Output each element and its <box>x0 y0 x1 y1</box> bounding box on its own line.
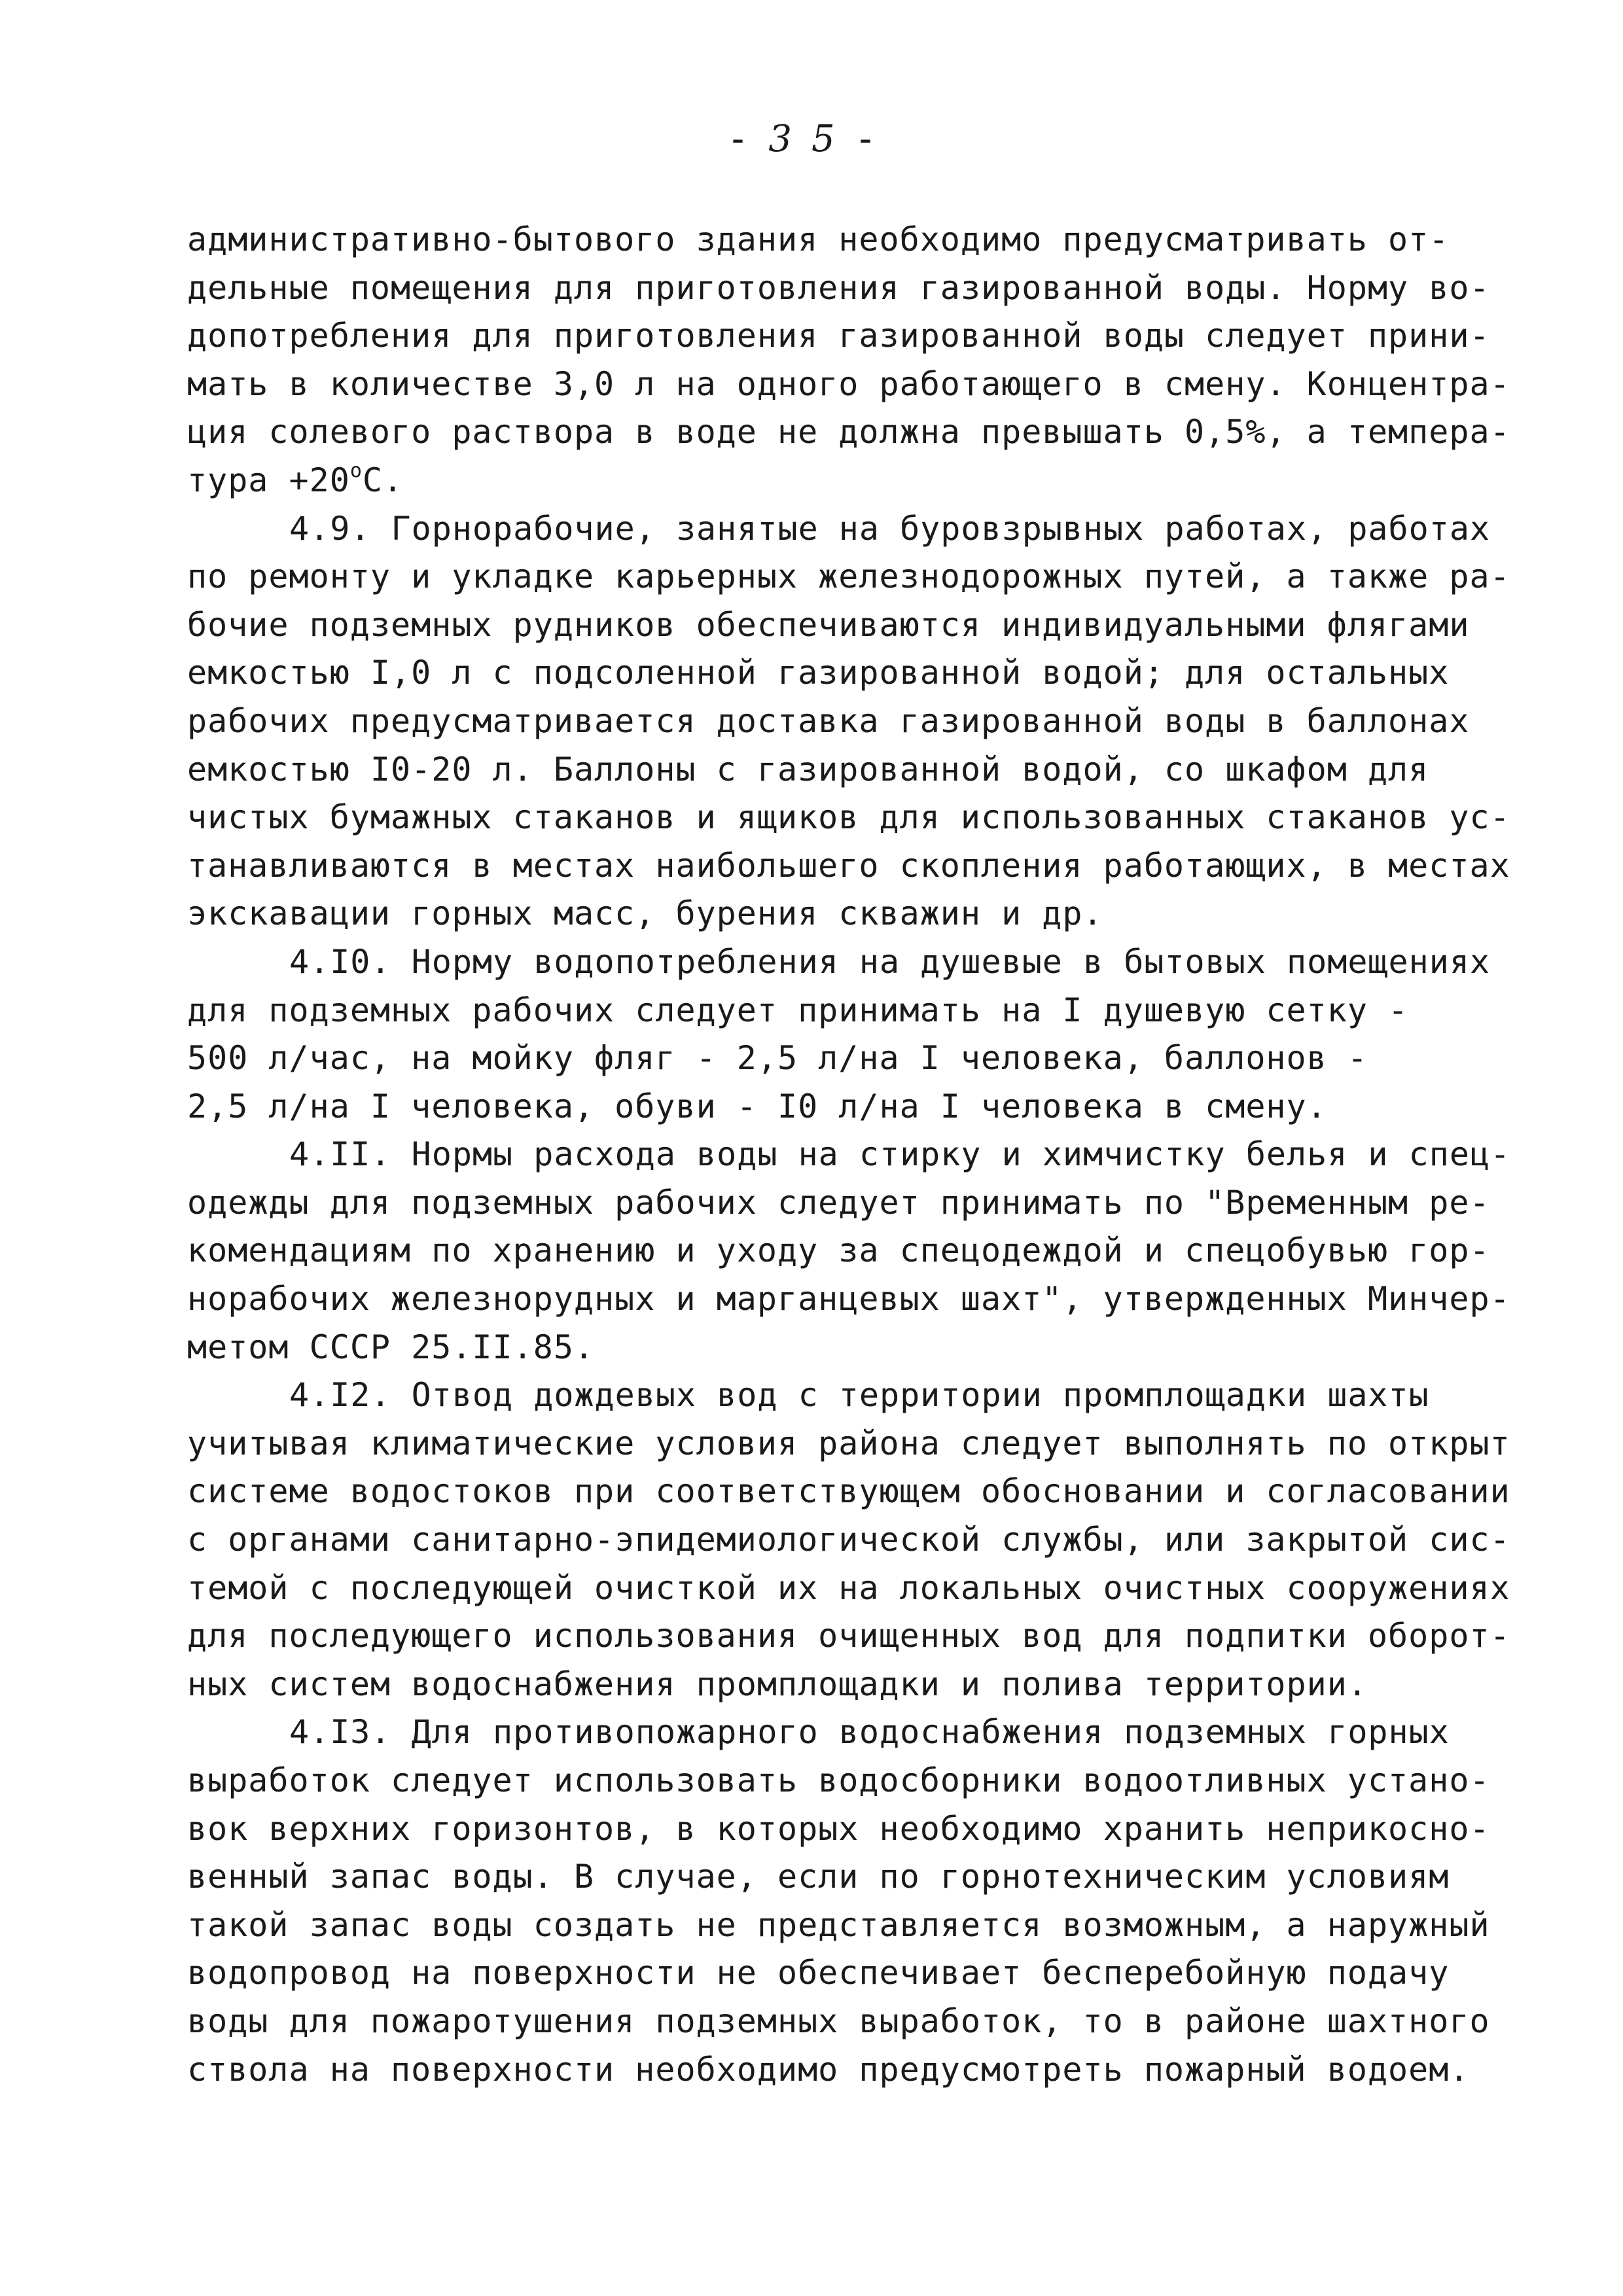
text-line: по ремонту и укладке карьерных железнодорожных путей, а также ра- <box>187 557 1510 596</box>
text-line: одежды для подземных рабочих следует принимать по "Временным ре- <box>187 1183 1490 1222</box>
text-line: 4.I0. Норму водопотребления на душевые в бытовых помещениях <box>289 942 1491 981</box>
text-line: емкостью I0-20 л. Баллоны с газированной водой, со шкафом для <box>187 750 1429 788</box>
text-line: мать в количестве 3,0 л на одного работающего в смену. Концентра- <box>187 364 1510 403</box>
text-line: темой с последующей очисткой их на локальных очистных сооружениях <box>187 1568 1510 1607</box>
text-line: метом СССР 25.II.85. <box>187 1328 595 1366</box>
body-text <box>187 216 1509 2094</box>
text-line: вок верхних горизонтов, в которых необходимо хранить неприкосно- <box>187 1809 1490 1848</box>
page-number-dash-right: - <box>854 118 897 160</box>
text-line: чистых бумажных стаканов и ящиков для использованных стаканов ус- <box>187 798 1510 837</box>
text-line: 500 л/час, на мойку фляг - 2,5 л/на I человека, баллонов - <box>187 1039 1368 1078</box>
page-number-value: 35 <box>768 118 855 160</box>
page-number-dash-left: - <box>726 118 769 160</box>
text-line: емкостью I,0 л с подсоленной газированной водой; для остальных <box>187 654 1450 692</box>
text-line: ствола на поверхности необходимо предусмотреть пожарный водоем. <box>187 2050 1470 2089</box>
degree-sign: o <box>349 459 363 482</box>
text-line: 4.9. Горнорабочие, занятые на буровзрывных работах, работах <box>289 509 1491 548</box>
text-line: бочие подземных рудников обеспечиваются индивидуальными флягами <box>187 605 1470 644</box>
text-line: экскавации горных масс, бурения скважин и др. <box>187 894 1103 933</box>
text-line: системе водостоков при соответствующем обосновании и согласовании <box>187 1472 1510 1511</box>
text-line: допотребления для приготовления газированной воды следует прини- <box>187 317 1490 355</box>
text-line: административно-бытового здания необходимо предусматривать от- <box>187 221 1450 258</box>
page-number <box>0 118 1623 160</box>
text-line: выработок следует использовать водосборники водоотливных устано- <box>187 1761 1490 1799</box>
text-line: воды для пожаротушения подземных выработок, то в районе шахтного <box>187 2002 1490 2040</box>
text-line: 4.I3. Для противопожарного водоснабжения подземных горных <box>289 1713 1450 1752</box>
text-line: рабочих предусматривается доставка газированной воды в баллонах <box>187 701 1470 740</box>
text-line: для последующего использования очищенных вод для подпитки оборот- <box>187 1617 1510 1655</box>
text-line: для подземных рабочих следует принимать на I душевую сетку - <box>187 991 1409 1029</box>
text-line: водопровод на поверхности не обеспечивает бесперебойную подачу <box>187 1954 1450 1992</box>
text-line: с органами санитарно-эпидемиологической службы, или закрытой сис- <box>187 1521 1510 1559</box>
text-line: венный запас воды. В случае, если по горнотехническим условиям <box>187 1858 1450 1896</box>
text-line: такой запас воды создать не представляется возможным, а наружный <box>187 1905 1490 1944</box>
text-line: танавливаются в местах наибольшего скопления работающих, в местах <box>187 846 1510 885</box>
text-line: норабочих железнорудных и марганцевых шахт", утвержденных Минчер- <box>187 1280 1510 1318</box>
text-line: комендациям по хранению и уходу за спецодеждой и спецобувью гор- <box>187 1231 1490 1270</box>
text-line: тура $+20^oС$. <box>187 459 404 499</box>
text-line: ных систем водоснабжения промплощадки и полива территории. <box>187 1665 1368 1703</box>
text-line: 4.II. Нормы расхода воды на стирку и химчистку белья и спец- <box>289 1135 1511 1174</box>
text-line: учитывая климатические условия района следует выполнять по открыт <box>187 1424 1510 1462</box>
text-line: 2,5 л/на I человека, обуви - I0 л/на I человека в смену. <box>187 1087 1327 1125</box>
text-line: дельные помещения для приготовления газированной воды. Норму во- <box>187 268 1490 307</box>
text-line: 4.I2. Отвод дождевых вод с территории промплощадки шахты <box>289 1376 1429 1415</box>
text-line: ция солевого раствора в воде не должна превышать 0,5%, а темпера- <box>187 413 1510 451</box>
